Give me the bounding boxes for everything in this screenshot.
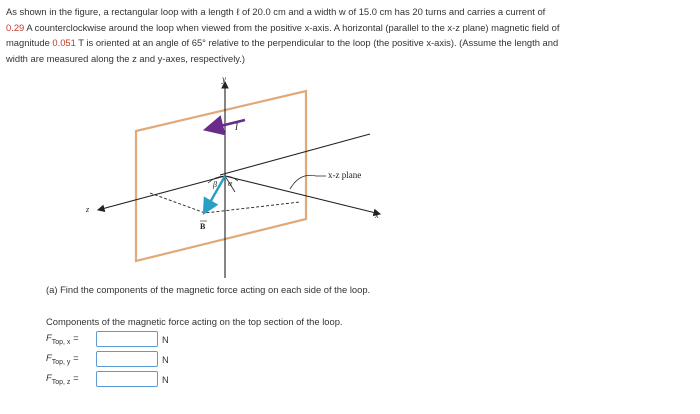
force-top-x-input[interactable]: [96, 331, 158, 347]
problem-text-5: width are measured along the z and y-axes, respectively.): [6, 52, 246, 64]
plane-callout: [290, 175, 326, 189]
plane-label: x-z plane: [328, 170, 362, 180]
force-top-y-unit: N: [162, 353, 169, 365]
beta-label: β: [213, 180, 217, 189]
problem-statement: [6, 4, 694, 66]
field-value: 0.051: [52, 37, 76, 48]
current-label: I: [235, 122, 238, 132]
force-top-x-row: [46, 330, 169, 348]
components-heading: Components of the magnetic force acting on the top section of the loop.: [46, 316, 343, 327]
z-axis: [98, 176, 225, 210]
force-top-y-input[interactable]: [96, 351, 158, 367]
force-top-z-unit: N: [162, 373, 169, 385]
force-top-z-input[interactable]: [96, 371, 158, 387]
x-axis-label: x: [375, 211, 379, 220]
force-top-y-label: $F_{Top, y}$ =: [46, 352, 79, 366]
current-arrow: [208, 120, 245, 129]
current-value: 0.29: [6, 21, 25, 33]
alpha-label: α: [228, 179, 233, 188]
force-top-x-unit: N: [162, 333, 169, 345]
b-vector-label: B: [200, 222, 206, 231]
loop-figure: [80, 72, 400, 282]
x-axis-back: [220, 134, 370, 175]
y-axis-label: y: [222, 74, 226, 84]
force-top-z-row: [46, 370, 169, 388]
problem-text-3: magnitude: [6, 37, 53, 48]
force-top-y-row: [46, 350, 169, 368]
problem-text-1: As shown in the figure, a rectangular loop with a length ℓ of 20.0 cm and a width w of 15.0 cm has 20 turns and carries a current of: [6, 6, 546, 17]
problem-text-4: T is oriented at an angle of 65° relative to the perpendicular to the loop (the positive x-axis). (Assume the length and: [75, 37, 559, 48]
force-top-x-label: $F_{Top, x}$ =: [46, 332, 79, 346]
problem-text-2: A counterclockwise around the loop when viewed from the positive x-axis. A horizontal (parallel to the x-z plane) magnetic field of: [24, 21, 560, 33]
part-a-question: (a) Find the components of the magnetic force acting on each side of the loop.: [46, 284, 371, 295]
force-top-z-label: $F_{Top, z}$ =: [46, 372, 79, 386]
z-axis-label: z: [86, 205, 90, 214]
